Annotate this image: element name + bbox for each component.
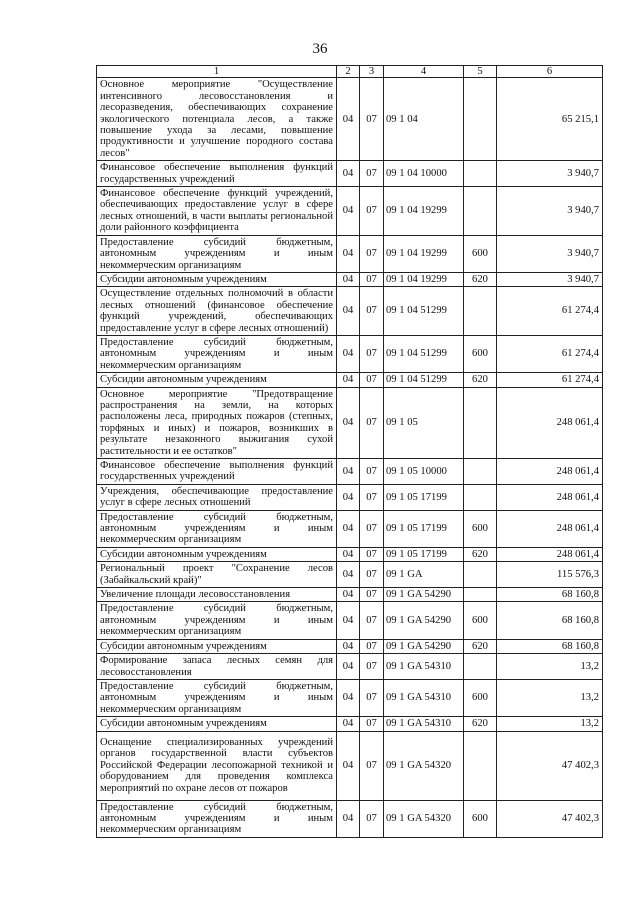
table-cell-description: Субсидии автономным учреждениям: [97, 717, 337, 731]
table-cell-expense-type: 620: [464, 272, 497, 286]
table-row: [97, 510, 603, 547]
table-cell-section: 04: [337, 510, 360, 547]
table-cell-section: 04: [337, 602, 360, 639]
table-cell-amount: 68 160,8: [497, 639, 603, 653]
table-cell-section: 04: [337, 459, 360, 485]
table-cell-description: Основное мероприятие "Предотвращение распространения на земли, на которых расположены леса, природных пожаров (степных, торфяных и иных) и пожаров, возникших в результате незаконного выжигания сухой растительности и ее остатков": [97, 387, 337, 458]
table-cell-description: Предоставление субсидий бюджетным, автономным учреждениям и иным некоммерческим организациям: [97, 510, 337, 547]
header-col-5: 5: [464, 66, 497, 78]
table-cell-subsection: 07: [360, 161, 384, 187]
table-cell-target-article: 09 1 05 17199: [384, 484, 464, 510]
table-cell-target-article: 09 1 GA 54310: [384, 679, 464, 716]
table-cell-subsection: 07: [360, 654, 384, 680]
table-cell-expense-type: 600: [464, 510, 497, 547]
table-row: [97, 562, 603, 588]
table-cell-expense-type: [464, 161, 497, 187]
table-cell-amount: 13,2: [497, 679, 603, 716]
table-cell-description: Формирование запаса лесных семян для лесовосстановления: [97, 654, 337, 680]
table-cell-amount: 13,2: [497, 717, 603, 731]
table-header-row: [97, 66, 603, 78]
table-cell-expense-type: [464, 78, 497, 161]
table-cell-section: 04: [337, 187, 360, 236]
table-row: [97, 235, 603, 272]
table-cell-target-article: 09 1 05 10000: [384, 459, 464, 485]
table-cell-subsection: 07: [360, 679, 384, 716]
budget-table: [96, 65, 603, 838]
table-cell-section: 04: [337, 272, 360, 286]
table-cell-amount: 47 402,3: [497, 731, 603, 800]
table-cell-target-article: 09 1 04 19299: [384, 187, 464, 236]
table-row: [97, 731, 603, 800]
table-row: [97, 78, 603, 161]
table-cell-description: Финансовое обеспечение функций учреждений, обеспечивающих предоставление услуг в сфере лесных отношений, в части выплаты региональной доли районного коэффициента: [97, 187, 337, 236]
table-cell-section: 04: [337, 235, 360, 272]
table-cell-description: Предоставление субсидий бюджетным, автономным учреждениям и иным некоммерческим организациям: [97, 235, 337, 272]
table-cell-expense-type: [464, 654, 497, 680]
table-cell-section: 04: [337, 731, 360, 800]
table-cell-subsection: 07: [360, 602, 384, 639]
table-cell-subsection: 07: [360, 187, 384, 236]
table-cell-expense-type: [464, 459, 497, 485]
table-cell-subsection: 07: [360, 588, 384, 602]
table-cell-section: 04: [337, 588, 360, 602]
table-cell-amount: 61 274,4: [497, 373, 603, 387]
table-cell-description: Субсидии автономным учреждениям: [97, 373, 337, 387]
table-cell-expense-type: [464, 387, 497, 458]
table-row: [97, 717, 603, 731]
table-cell-description: Основное мероприятие "Осуществление интенсивного лесовосстановления и лесоразведения, обеспечивающих сохранение экологического потенциала лесов, а также повышение ухода за лесами, повышение продуктивности и улучшение породного состава лесов": [97, 78, 337, 161]
header-col-3: 3: [360, 66, 384, 78]
table-row: [97, 459, 603, 485]
table-cell-description: Субсидии автономным учреждениям: [97, 272, 337, 286]
table-cell-amount: 68 160,8: [497, 602, 603, 639]
table-cell-description: Финансовое обеспечение выполнения функций государственных учреждений: [97, 459, 337, 485]
table-cell-target-article: 09 1 04 19299: [384, 235, 464, 272]
table-cell-description: Субсидии автономным учреждениям: [97, 547, 337, 561]
table-cell-amount: 115 576,3: [497, 562, 603, 588]
table-cell-subsection: 07: [360, 639, 384, 653]
table-cell-description: Предоставление субсидий бюджетным, автономным учреждениям и иным некоммерческим организациям: [97, 679, 337, 716]
table-cell-section: 04: [337, 287, 360, 336]
table-cell-expense-type: 600: [464, 800, 497, 837]
table-cell-subsection: 07: [360, 562, 384, 588]
table-cell-target-article: 09 1 04: [384, 78, 464, 161]
table-cell-expense-type: 600: [464, 235, 497, 272]
table-cell-subsection: 07: [360, 287, 384, 336]
table-cell-section: 04: [337, 562, 360, 588]
table-cell-subsection: 07: [360, 335, 384, 372]
table-cell-subsection: 07: [360, 459, 384, 485]
table-cell-subsection: 07: [360, 235, 384, 272]
table-cell-target-article: 09 1 GA 54290: [384, 639, 464, 653]
table-cell-section: 04: [337, 78, 360, 161]
table-cell-description: Увеличение площади лесовосстановления: [97, 588, 337, 602]
table-cell-amount: 248 061,4: [497, 484, 603, 510]
table-cell-section: 04: [337, 717, 360, 731]
table-row: [97, 484, 603, 510]
table-cell-target-article: 09 1 GA: [384, 562, 464, 588]
table-cell-subsection: 07: [360, 78, 384, 161]
table-cell-expense-type: 620: [464, 547, 497, 561]
table-cell-description: Региональный проект "Сохранение лесов (Забайкальский край)": [97, 562, 337, 588]
table-row: [97, 387, 603, 458]
table-cell-subsection: 07: [360, 547, 384, 561]
table-cell-expense-type: 600: [464, 335, 497, 372]
header-col-4: 4: [384, 66, 464, 78]
table-cell-amount: 3 940,7: [497, 187, 603, 236]
table-cell-amount: 3 940,7: [497, 272, 603, 286]
table-cell-amount: 61 274,4: [497, 335, 603, 372]
table-cell-subsection: 07: [360, 717, 384, 731]
table-cell-amount: 47 402,3: [497, 800, 603, 837]
table-cell-section: 04: [337, 547, 360, 561]
table-cell-description: Осуществление отдельных полномочий в области лесных отношений (финансовое обеспечение функций учреждений, обеспечивающих предоставление услуг в сфере лесных отношений): [97, 287, 337, 336]
header-col-1: 1: [97, 66, 337, 78]
table-cell-section: 04: [337, 484, 360, 510]
table-cell-subsection: 07: [360, 272, 384, 286]
table-cell-expense-type: 620: [464, 373, 497, 387]
table-cell-target-article: 09 1 04 19299: [384, 272, 464, 286]
header-col-2: 2: [337, 66, 360, 78]
table-cell-expense-type: 620: [464, 717, 497, 731]
table-row: [97, 161, 603, 187]
table-cell-target-article: 09 1 04 51299: [384, 373, 464, 387]
table-cell-target-article: 09 1 04 51299: [384, 335, 464, 372]
table-cell-amount: 13,2: [497, 654, 603, 680]
table-cell-section: 04: [337, 639, 360, 653]
table-cell-target-article: 09 1 05 17199: [384, 547, 464, 561]
table-cell-expense-type: [464, 187, 497, 236]
table-cell-amount: 248 061,4: [497, 510, 603, 547]
table-cell-expense-type: 600: [464, 602, 497, 639]
table-cell-target-article: 09 1 05: [384, 387, 464, 458]
table-cell-description: Учреждения, обеспечивающие предоставление услуг в сфере лесных отношений: [97, 484, 337, 510]
table-cell-subsection: 07: [360, 373, 384, 387]
table-cell-target-article: 09 1 GA 54310: [384, 654, 464, 680]
table-cell-expense-type: 600: [464, 679, 497, 716]
table-cell-subsection: 07: [360, 484, 384, 510]
table-row: [97, 602, 603, 639]
table-row: [97, 547, 603, 561]
header-col-6: 6: [497, 66, 603, 78]
table-cell-subsection: 07: [360, 731, 384, 800]
table-cell-expense-type: [464, 287, 497, 336]
table-cell-section: 04: [337, 161, 360, 187]
table-cell-amount: 248 061,4: [497, 387, 603, 458]
table-cell-expense-type: [464, 588, 497, 602]
table-row: [97, 588, 603, 602]
table-cell-target-article: 09 1 04 51299: [384, 287, 464, 336]
table-cell-description: Финансовое обеспечение выполнения функций государственных учреждений: [97, 161, 337, 187]
table-cell-description: Предоставление субсидий бюджетным, автономным учреждениям и иным некоммерческим организациям: [97, 602, 337, 639]
table-cell-expense-type: [464, 484, 497, 510]
table-row: [97, 654, 603, 680]
table-cell-section: 04: [337, 800, 360, 837]
table-cell-expense-type: [464, 731, 497, 800]
page-number: 36: [312, 41, 328, 57]
table-cell-subsection: 07: [360, 510, 384, 547]
table-cell-section: 04: [337, 335, 360, 372]
table-cell-subsection: 07: [360, 387, 384, 458]
table-row: [97, 373, 603, 387]
table-row: [97, 639, 603, 653]
table-cell-amount: 248 061,4: [497, 459, 603, 485]
table-cell-amount: 3 940,7: [497, 235, 603, 272]
table-cell-amount: 61 274,4: [497, 287, 603, 336]
table-cell-section: 04: [337, 679, 360, 716]
table-cell-amount: 68 160,8: [497, 588, 603, 602]
table-cell-amount: 65 215,1: [497, 78, 603, 161]
table-cell-target-article: 09 1 GA 54320: [384, 731, 464, 800]
table-cell-section: 04: [337, 373, 360, 387]
table-cell-target-article: 09 1 04 10000: [384, 161, 464, 187]
table-cell-target-article: 09 1 GA 54290: [384, 588, 464, 602]
table-cell-section: 04: [337, 387, 360, 458]
table-cell-target-article: 09 1 05 17199: [384, 510, 464, 547]
table-row: [97, 287, 603, 336]
table-row: [97, 272, 603, 286]
table-cell-target-article: 09 1 GA 54320: [384, 800, 464, 837]
table-row: [97, 679, 603, 716]
table-cell-description: Оснащение специализированных учреждений органов государственной власти субъектов Российской Федерации лесопожарной техникой и оборудованием для проведения комплекса мероприятий по охране лесов от пожаров: [97, 731, 337, 800]
table-cell-subsection: 07: [360, 800, 384, 837]
table-cell-target-article: 09 1 GA 54290: [384, 602, 464, 639]
table-cell-amount: 3 940,7: [497, 161, 603, 187]
table-cell-expense-type: 620: [464, 639, 497, 653]
table-cell-target-article: 09 1 GA 54310: [384, 717, 464, 731]
table-row: [97, 335, 603, 372]
table-cell-amount: 248 061,4: [497, 547, 603, 561]
table-cell-expense-type: [464, 562, 497, 588]
table-cell-description: Предоставление субсидий бюджетным, автономным учреждениям и иным некоммерческим организациям: [97, 800, 337, 837]
table-cell-description: Предоставление субсидий бюджетным, автономным учреждениям и иным некоммерческим организациям: [97, 335, 337, 372]
table-cell-section: 04: [337, 654, 360, 680]
budget-table-body: [97, 66, 603, 838]
table-row: [97, 800, 603, 837]
table-cell-description: Субсидии автономным учреждениям: [97, 639, 337, 653]
table-row: [97, 187, 603, 236]
